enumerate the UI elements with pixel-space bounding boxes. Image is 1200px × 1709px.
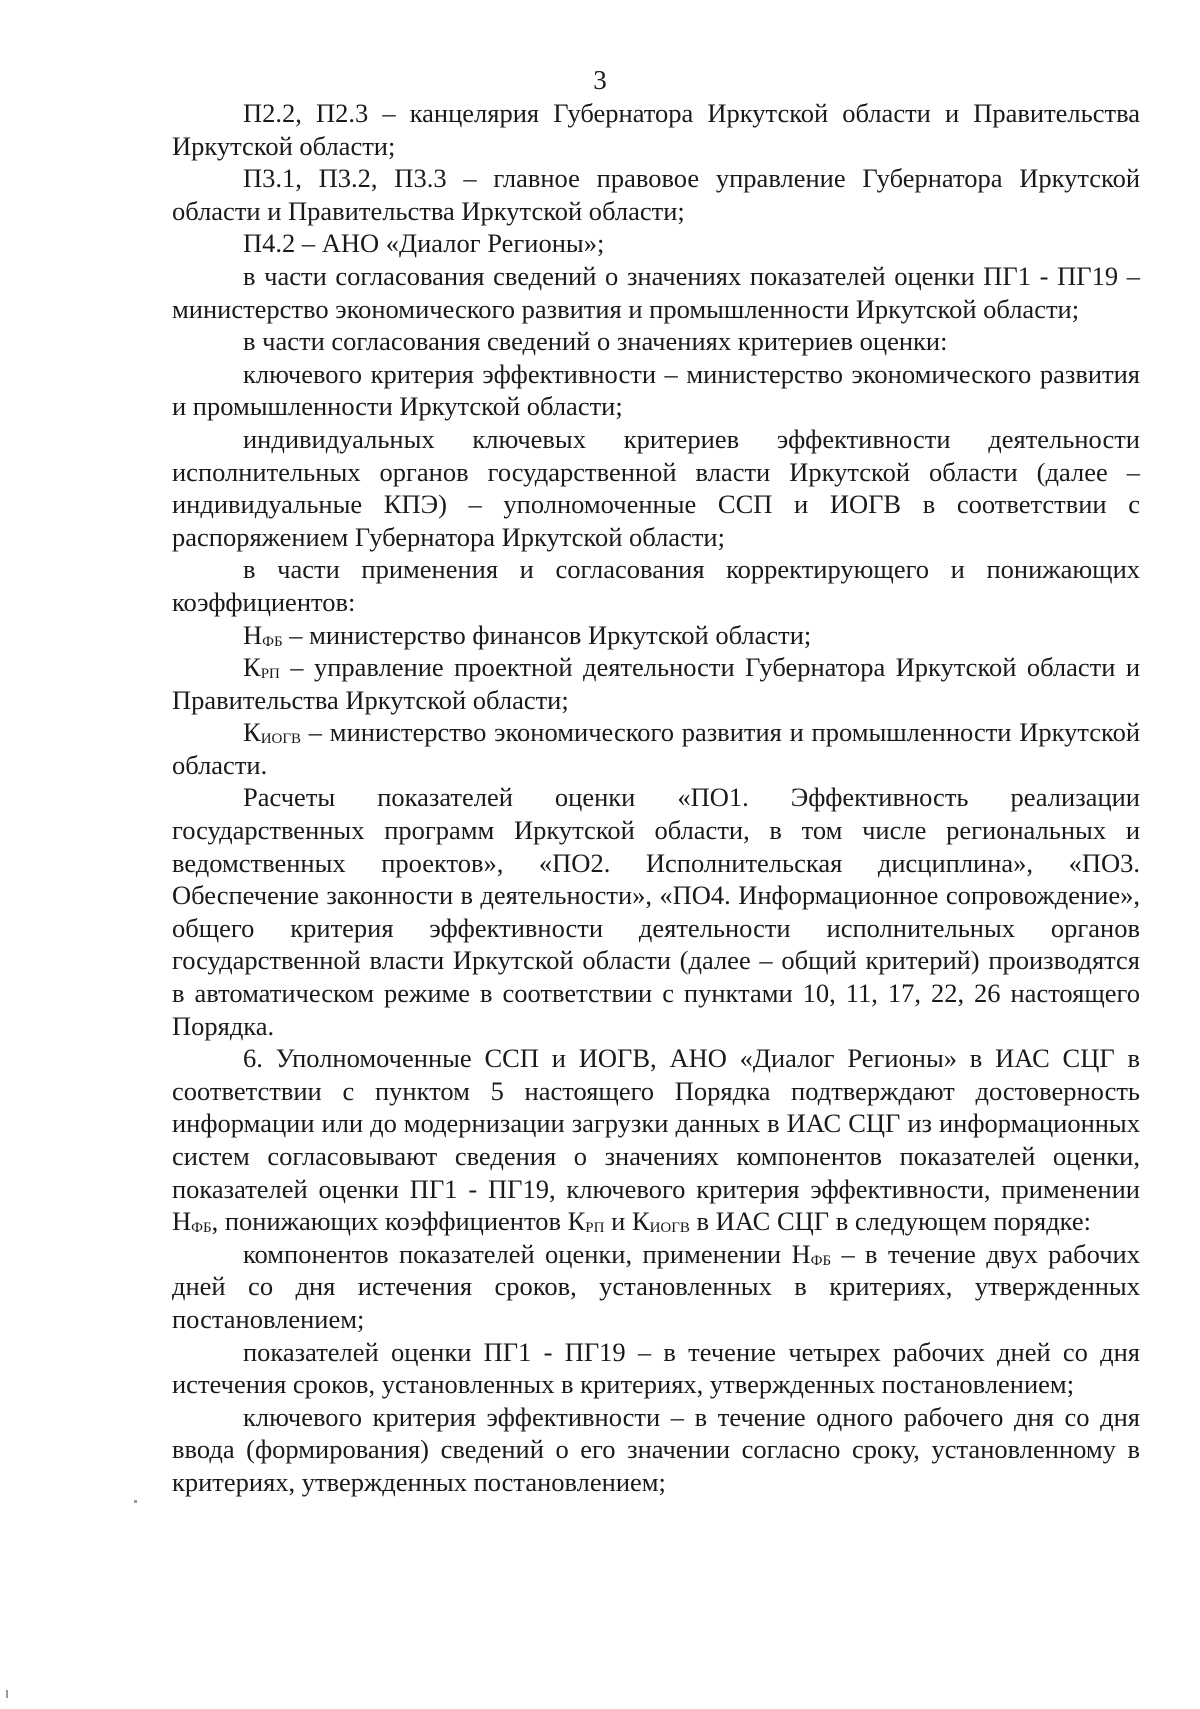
paragraph: показателей оценки ПГ1 - ПГ19 – в течение четырех рабочих дней со дня истечения сроков, установленных в критериях, утвержденных постановлением; [172,1336,1140,1400]
page-number: 3 [593,65,607,95]
coefficient-subscript: ФБ [191,1220,212,1237]
coefficient-subscript: ФБ [262,633,283,650]
paragraph: ключевого критерия эффективности – в течение одного рабочего дня со дня ввода (формирования) сведений о его значении согласно сроку, установленному в критериях, утвержденных постановлением; [172,1401,1140,1497]
paragraph-text: в ИАС СЦГ в следующем порядке: [689,1206,1092,1237]
coefficient-symbol: Н [243,619,263,650]
paragraph: индивидуальных ключевых критериев эффективности деятельности исполнительных органов государственной власти Иркутской области (далее – индивидуальные КПЭ) – уполномоченные ССП и ИОГВ в соответствии с распоряжением Губернатора Иркутской области; [172,423,1140,552]
paragraph: в части согласования сведений о значениях критериев оценки: [243,326,948,357]
coefficient-subscript: ФБ [810,1252,832,1269]
coefficient-subscript: РП [260,666,280,683]
scan-mark [134,1500,137,1503]
paragraph-text: – министерство экономического развития и промышленности Иркутской области. [172,717,1140,780]
paragraph: ключевого критерия эффективности – министерство экономического развития и промышленности Иркутской области; [172,358,1140,422]
paragraph: П3.1, П3.2, П3.3 – главное правовое управление Губернатора Иркутской области и Правительства Иркутской области; [172,163,1140,226]
paragraph-text: – управление проектной деятельности Губернатора Иркутской области и Правительства Иркутской области; [172,652,1140,715]
paragraph-text: – в течение двух рабочих дней со дня истечения сроков, установленных в критериях, утвержденных постановлением; [172,1238,1140,1334]
paragraph: П4.2 – АНО «Диалог Регионы»; [243,228,605,259]
paragraph-text: компонентов показателей оценки, применении Н [243,1238,811,1269]
paragraph: П2.2, П2.3 – канцелярия Губернатора Иркутской области и Правительства Иркутской области; [172,98,1140,161]
scan-mark [6,1690,8,1698]
coefficient-symbol: К [243,652,261,683]
paragraph [172,619,1140,652]
paragraph-text: 6. Уполномоченные ССП и ИОГВ, АНО «Диалог Регионы» в ИАС СЦГ в соответствии с пунктом 5 настоящего Порядка подтверждают достоверность информации или до модернизации загрузки данных в ИАС СЦГ из информационных систем согласовывают сведения о значениях компонентов показателей оценки, показателей оценки ПГ1 - ПГ19, ключевого критерия эффективности, применении Н [172,1043,1140,1237]
paragraph-text: и К [604,1206,650,1237]
paragraph: в части согласования сведений о значениях показателей оценки ПГ1 - ПГ19 – министерство экономического развития и промышленности Иркутской области; [172,260,1140,324]
paragraph: в части применения и согласования корректирующего и понижающих коэффициентов: [172,554,1140,617]
paragraph: Расчеты показателей оценки «ПО1. Эффективность реализации государственных программ Иркутской области, в том числе региональных и ведомственных проектов», «ПО2. Исполнительская дисциплина», «ПО3. Обеспечение законности в деятельности», «ПО4. Информационное сопровождение», общего критерия эффективности деятельности исполнительных органов государственной власти Иркутской области (далее – общий критерий) производятся в автоматическом режиме в соответствии с пунктами 10, 11, 17, 22, 26 настоящего Порядка. [172,782,1140,1041]
coefficient-subscript: ИОГВ [649,1220,690,1237]
coefficient-subscript: ИОГВ [260,731,302,748]
paragraph-text: – министерство финансов Иркутской области; [282,619,812,650]
coefficient-subscript: РП [585,1220,605,1237]
paragraph [172,716,1140,781]
paragraph [172,651,1140,716]
paragraph-text: , понижающих коэффициентов К [211,1206,586,1237]
document-body [172,97,1140,1499]
paragraph [172,1238,1140,1336]
coefficient-symbol: К [243,717,261,748]
paragraph [172,1042,1140,1238]
